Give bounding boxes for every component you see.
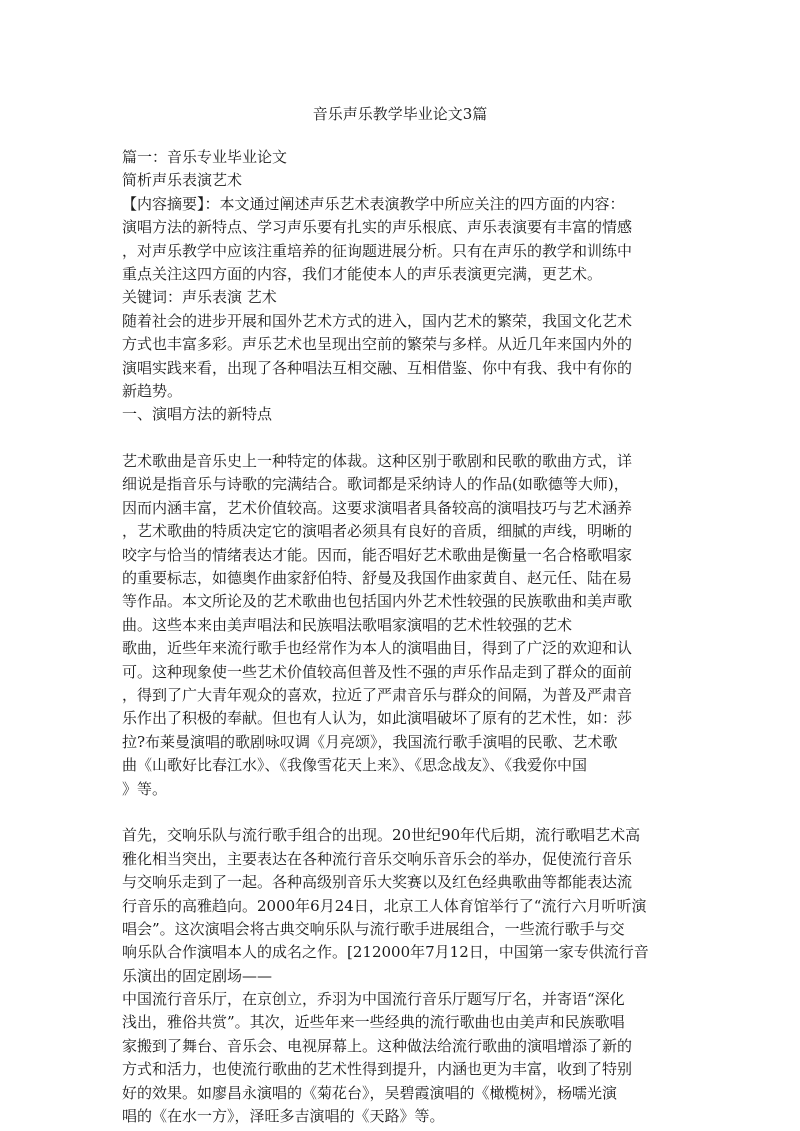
text-line: 行音乐的高雅趋向。2000年6月24日，北京工人体育馆举行了“流行六月听听演: [122, 896, 647, 915]
text-line: 可。这种现象使一些艺术价值较高但普及性不强的声乐作品走到了群众的面前: [122, 662, 633, 681]
text-line: 浅出，雅俗共赏”。其次，近些年来一些经典的流行歌曲也由美声和民族歌唱: [122, 1013, 625, 1032]
text-line: 首先，交响乐队与流行歌手组合的出现。20世纪90年代后期，流行歌唱艺术高: [122, 826, 641, 845]
text-line: 曲《山歌好比春江水》、《我像雪花天上来》、《思念战友》、《我爱你中国: [122, 756, 588, 775]
blank-line: [122, 427, 678, 450]
document-body: [122, 146, 678, 1128]
text-line: 曲。这些本来由美声唱法和民族唱法歌唱家演唱的艺术性较强的艺术: [122, 615, 573, 634]
text-line: 篇一：音乐专业毕业论文: [122, 148, 288, 166]
text-line: ，艺术歌曲的特质决定它的演唱者必须具有良好的音质，细腻的声线，明晰的: [122, 522, 633, 541]
text-line: 艺术歌曲是音乐史上一种特定的体裁。这种区别于歌剧和民歌的歌曲方式，详: [122, 452, 633, 471]
blank-line: [122, 801, 678, 824]
text-line: 拉?布莱曼演唱的歌剧咏叹调《月亮颂》，我国流行歌手演唱的民歌、艺术歌: [122, 732, 618, 751]
text-line: 关键词：声乐表演 艺术: [122, 288, 277, 307]
text-line: 好的效果。如廖昌永演唱的《菊花台》，吴碧霞演唱的《橄榄树》，杨嚅光演: [122, 1083, 618, 1102]
text-line: 随着社会的进步开展和国外艺术方式的进入，国内艺术的繁荣，我国文化艺术: [122, 311, 633, 330]
text-line: 雅化相当突出，主要表达在各种流行音乐交响乐音乐会的举办，促使流行音乐: [122, 849, 633, 868]
text-line: 的重要标志，如德奥作曲家舒伯特、舒曼及我国作曲家黄自、赵元任、陆在易: [122, 569, 633, 588]
text-line: 简析声乐表演艺术: [122, 171, 243, 190]
text-line: 》等。: [122, 779, 168, 798]
text-line: 与交响乐走到了一起。各种高级别音乐大奖赛以及红色经典歌曲等都能表达流: [122, 873, 633, 892]
text-line: ，得到了广大青年观众的喜欢，拉近了严肃音乐与群众的间隔，为普及严肃音: [122, 685, 633, 704]
text-line: 唱的《在水一方》，泽旺多吉演唱的《天路》等。: [122, 1107, 445, 1126]
document-title: 音乐声乐教学毕业论文3篇: [312, 105, 488, 123]
text-line: 等作品。本文所论及的艺术歌曲也包括国内外艺术性较强的民族歌曲和美声歌: [122, 592, 633, 611]
text-line: 演唱方法的新特点、学习声乐要有扎实的声乐根底、声乐表演要有丰富的情感: [122, 218, 633, 237]
text-line: 乐演出的固定剧场——: [122, 966, 273, 985]
text-line: 因而内涵丰富，艺术价值较高。这要求演唱者具备较高的演唱技巧与艺术涵养: [122, 498, 633, 517]
text-line: 中国流行音乐厅，在京创立，乔羽为中国流行音乐厅题写厅名，并寄语“深化: [122, 990, 625, 1009]
text-line: 方式也丰富多彩。声乐艺术也呈现出空前的繁荣与多样。从近几年来国内外的: [122, 335, 633, 354]
text-line: ，对声乐教学中应该注重培养的征询题进展分析。只有在声乐的教学和训练中: [122, 241, 633, 260]
text-line: 【内容摘要】：本文通过阐述声乐艺术表演教学中所应关注的四方面的内容：: [122, 194, 625, 213]
text-line: 响乐队合作演唱本人的成名之作。[212000年7月12日，中国第一家专供流行音: [122, 943, 649, 962]
text-line: 家搬到了舞台、音乐会、电视屏幕上。这种做法给流行歌曲的演唱增添了新的: [122, 1036, 633, 1055]
text-line: 演唱实践来看，出现了各种唱法互相交融、互相借鉴、你中有我、我中有你的: [122, 358, 633, 377]
text-line: 细说是指音乐与诗歌的完满结合。歌词都是采纳诗人的作品(如歌德等大师)，: [122, 475, 629, 494]
text-line: 一、演唱方法的新特点: [122, 405, 273, 424]
text-line: 乐作出了积极的奉献。但也有人认为，如此演唱破坏了原有的艺术性，如：莎: [122, 709, 633, 728]
text-line: 方式和活力，也使流行歌曲的艺术性得到提升，内涵也更为丰富，收到了特别: [122, 1060, 633, 1079]
text-line: 咬字与恰当的情绪表达才能。因而，能否唱好艺术歌曲是衡量一名合格歌唱家: [122, 545, 633, 564]
text-line: 歌曲，近些年来流行歌手也经常作为本人的演唱曲目，得到了广泛的欢迎和认: [122, 639, 633, 658]
text-line: 新趋势。: [122, 381, 183, 400]
text-line: 唱会”。这次演唱会将古典交响乐队与流行歌手进展组合，一些流行歌手与交: [122, 919, 625, 938]
text-line: 重点关注这四方面的内容，我们才能使本人的声乐表演更完满，更艺术。: [122, 264, 603, 283]
